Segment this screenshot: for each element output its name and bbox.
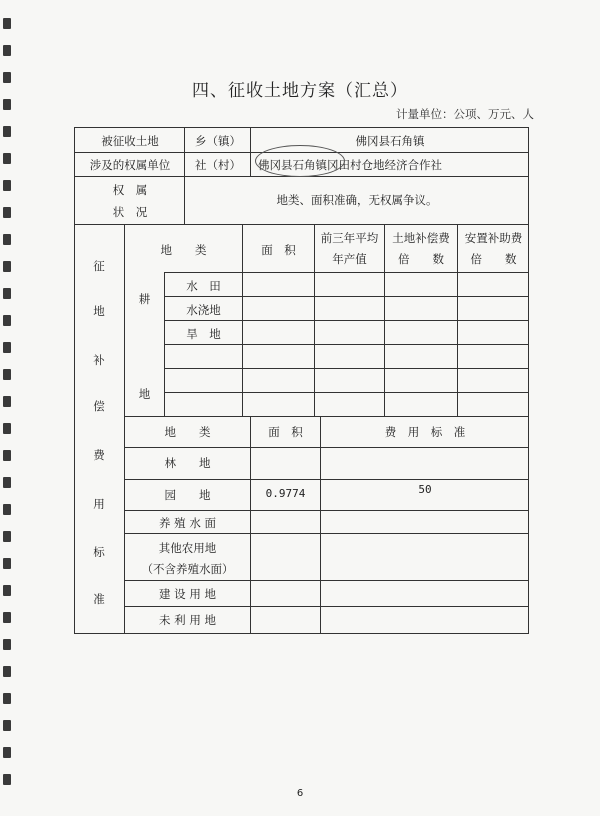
binding-hole [3, 234, 11, 245]
row-paddy: 水 田 [186, 279, 221, 293]
orchard-area: 0.9774 [265, 487, 306, 500]
other-col-standard: 费 用 标 准 [384, 425, 466, 439]
row-aquaculture: 养 殖 水 面 [159, 516, 216, 530]
ownership-label-1: 权 属 [112, 183, 148, 197]
binding-hole [3, 288, 11, 299]
rule [164, 344, 529, 345]
row-dry-land: 旱 地 [186, 327, 221, 341]
binding-hole [3, 477, 11, 488]
section-char: 偿 [93, 399, 105, 413]
binding-hole [3, 558, 11, 569]
binding-hole [3, 747, 11, 758]
binding-hole [3, 261, 11, 272]
col-avg-output-2: 年产值 [332, 252, 367, 266]
cultivated-group-top: 耕 [138, 292, 151, 306]
col-area: 面 积 [261, 243, 296, 257]
binding-hole [3, 396, 11, 407]
rule [124, 447, 529, 448]
section-char: 补 [93, 353, 105, 367]
rule [124, 580, 529, 581]
rule [320, 416, 321, 634]
binding-hole [3, 450, 11, 461]
rule [164, 320, 529, 321]
owner-label-2: 涉及的权属单位 [89, 158, 171, 172]
orchard-standard: 50 [418, 483, 432, 496]
ownership-value: 地类、面积准确，无权属争议。 [276, 193, 438, 207]
rule [184, 127, 185, 224]
rule [164, 368, 529, 369]
owner-label-1: 被征收土地 [101, 134, 159, 148]
rule [250, 416, 251, 634]
section-char: 准 [93, 592, 105, 606]
ownership-label-2: 状 况 [112, 205, 148, 219]
measurement-unit: 计量单位：公项、万元、人 [396, 107, 534, 121]
page-title: 四、征收土地方案（汇总） [192, 81, 408, 101]
section-char: 征 [93, 259, 105, 273]
binding-hole [3, 126, 11, 137]
binding-hole [3, 666, 11, 677]
rule [74, 224, 529, 225]
binding-hole [3, 342, 11, 353]
other-col-land-type: 地 类 [164, 425, 211, 439]
binding-hole [3, 18, 11, 29]
village-value: 佛冈县石角镇冈田村仓地经济合作社 [258, 158, 442, 172]
binding-hole [3, 369, 11, 380]
binding-hole [3, 774, 11, 785]
binding-hole [3, 180, 11, 191]
binding-hole [3, 639, 11, 650]
binding-hole [3, 423, 11, 434]
binding-hole [3, 153, 11, 164]
binding-hole [3, 207, 11, 218]
rule [124, 416, 529, 417]
binding-hole [3, 720, 11, 731]
other-col-area: 面 积 [268, 425, 303, 439]
binding-hole [3, 585, 11, 596]
township-label: 乡（镇） [195, 134, 241, 148]
col-resettle-2: 倍 数 [470, 252, 517, 266]
binding-holes [0, 0, 22, 816]
rule [124, 510, 529, 511]
row-forest: 林 地 [164, 456, 211, 470]
rule [124, 533, 529, 534]
binding-hole [3, 504, 11, 515]
ink-circle-mark [255, 145, 345, 177]
binding-hole [3, 45, 11, 56]
row-unused: 未 利 用 地 [159, 613, 216, 627]
row-orchard: 园 地 [164, 488, 211, 502]
section-char: 地 [93, 304, 105, 318]
binding-hole [3, 531, 11, 542]
village-label: 社（村） [195, 158, 241, 172]
section-char: 标 [93, 545, 105, 559]
rule [164, 272, 529, 273]
row-other-farmland-2: （不含养殖水面） [141, 562, 234, 576]
row-irrigated: 水浇地 [186, 303, 221, 317]
binding-hole [3, 693, 11, 704]
rule [124, 479, 529, 480]
col-land-type: 地 类 [160, 243, 207, 257]
col-resettle-1: 安置补助费 [464, 231, 523, 245]
rule [164, 296, 529, 297]
row-other-farmland-1: 其他农用地 [158, 541, 217, 555]
township-value: 佛冈县石角镇 [355, 134, 425, 148]
section-char: 用 [93, 497, 105, 511]
col-land-comp-1: 土地补偿费 [392, 231, 450, 245]
section-char: 费 [93, 448, 105, 462]
rule [164, 392, 529, 393]
row-construction: 建 设 用 地 [159, 587, 216, 601]
cultivated-group-bottom: 地 [138, 387, 151, 401]
binding-hole [3, 315, 11, 326]
col-land-comp-2: 倍 数 [398, 252, 444, 266]
page-number: 6 [296, 788, 304, 799]
binding-hole [3, 612, 11, 623]
rule [124, 606, 529, 607]
col-avg-output-1: 前三年平均 [320, 231, 379, 245]
